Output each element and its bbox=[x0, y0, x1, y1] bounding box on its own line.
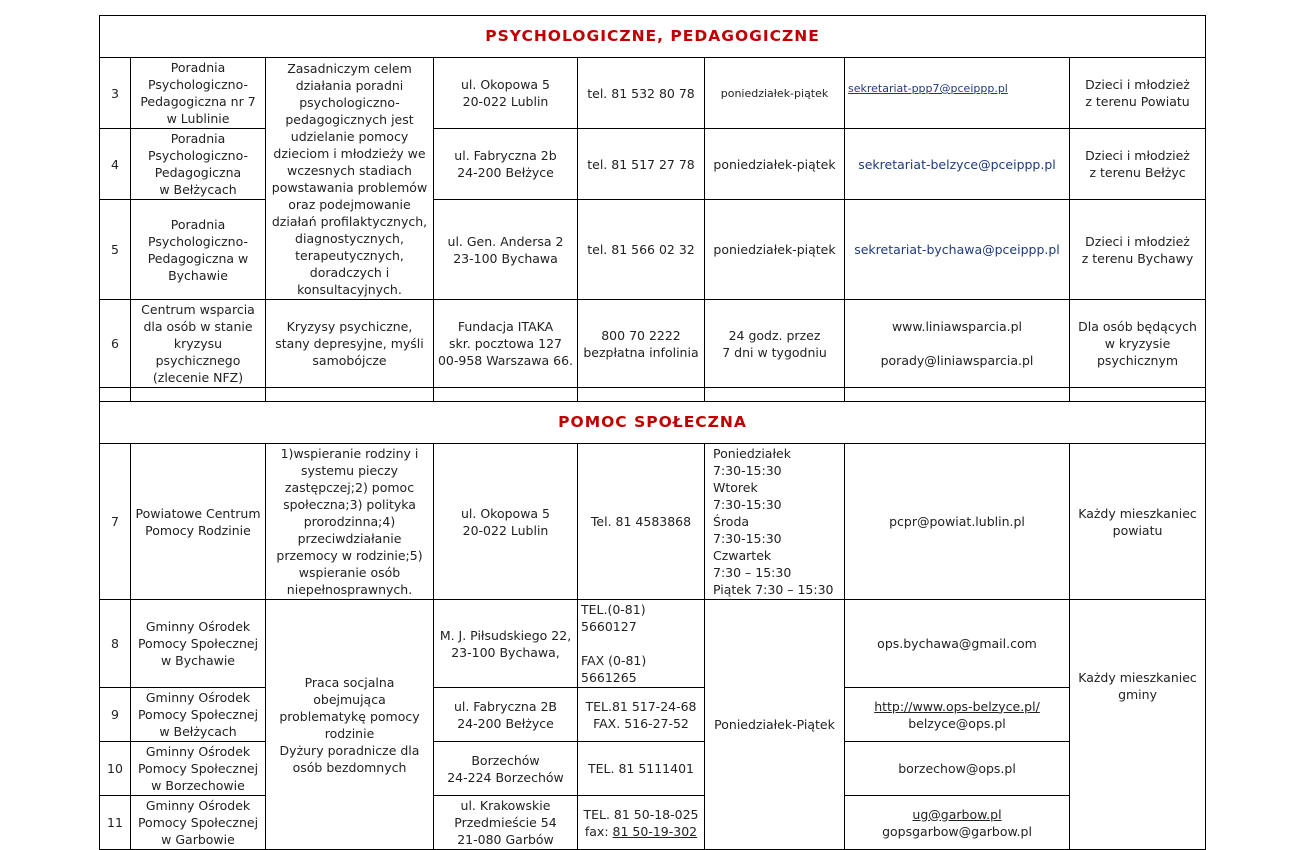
target-group: Dzieci i młodzież z terenu Bychawy bbox=[1070, 200, 1206, 300]
phone: TEL. 81 5111401 bbox=[578, 742, 705, 796]
service-description: Kryzysy psychiczne, stany depresyjne, myśli samobójcze bbox=[266, 300, 434, 388]
address: ul. Okopowa 5 20-022 Lublin bbox=[434, 444, 578, 600]
table-row bbox=[100, 129, 1206, 200]
row-number: 3 bbox=[100, 58, 131, 129]
services-table bbox=[99, 15, 1206, 850]
hours: Poniedziałek-Piątek bbox=[705, 600, 845, 850]
fax-link[interactable]: 81 50-19-302 bbox=[612, 823, 698, 839]
website-link[interactable]: www.liniawsparcia.pl bbox=[891, 319, 1023, 334]
table-row bbox=[100, 300, 1206, 388]
address: Fundacja ITAKA skr. pocztowa 127 00-958 Warszawa 66. bbox=[434, 300, 578, 388]
phone: tel. 81 532 80 78 bbox=[578, 58, 705, 129]
email-link[interactable]: sekretariat-bychawa@pceippp.pl bbox=[845, 200, 1070, 300]
row-number: 8 bbox=[100, 600, 131, 688]
row-number: 6 bbox=[100, 300, 131, 388]
table-row bbox=[100, 742, 1206, 796]
row-number: 9 bbox=[100, 688, 131, 742]
hours: poniedziałek-piątek bbox=[705, 129, 845, 200]
address: M. J. Piłsudskiego 22, 23-100 Bychawa, bbox=[434, 600, 578, 688]
email-link[interactable]: ops.bychawa@gmail.com bbox=[845, 600, 1070, 688]
table-row bbox=[100, 688, 1206, 742]
address: ul. Fabryczna 2B 24-200 Bełżyce bbox=[434, 688, 578, 742]
institution-name: Powiatowe Centrum Pomocy Rodzinie bbox=[131, 444, 266, 600]
row-number: 10 bbox=[100, 742, 131, 796]
phone: TEL.(0-81) 5660127 FAX (0-81) 5661265 bbox=[578, 600, 705, 688]
table-row bbox=[100, 200, 1206, 300]
institution-name: Poradnia Psychologiczno- Pedagogiczna nr 7 w Lublinie bbox=[131, 58, 266, 129]
target-group: Dla osób będących w kryzysie psychicznym bbox=[1070, 300, 1206, 388]
psych-description: Zasadniczym celem działania poradni psychologiczno- pedagogicznych jest udzielanie pomocy dzieciom i młodzieży we wczesnych stadiach powstawania problemów oraz podejmowanie działań profilaktycznych, diagnostycznych, terapeutycznych, doradczych i konsultacyjnych. bbox=[266, 58, 434, 300]
row-number: 7 bbox=[100, 444, 131, 600]
institution-name: Poradnia Psychologiczno- Pedagogiczna w Bychawie bbox=[131, 200, 266, 300]
institution-name: Gminny Ośrodek Pomocy Społecznej w Borzechowie bbox=[131, 742, 266, 796]
email-link[interactable]: belzyce@ops.pl bbox=[908, 715, 1006, 731]
phone: TEL. 81 50-18-025 fax: 81 50-19-302 bbox=[578, 796, 705, 850]
table-row bbox=[100, 600, 1206, 688]
institution-name: Gminny Ośrodek Pomocy Społecznej w Garbowie bbox=[131, 796, 266, 850]
gops-description: Praca socjalna obejmująca problematykę pomocy rodzinie Dyżury poradnicze dla osób bezdomnych bbox=[266, 600, 434, 850]
address: ul. Gen. Andersa 2 23-100 Bychawa bbox=[434, 200, 578, 300]
target-group: Każdy mieszkaniec powiatu bbox=[1070, 444, 1206, 600]
section-header-social: POMOC SPOŁECZNA bbox=[100, 402, 1206, 444]
phone: Tel. 81 4583868 bbox=[578, 444, 705, 600]
table-row bbox=[100, 58, 1206, 129]
table-row bbox=[100, 796, 1206, 850]
address: Borzechów 24-224 Borzechów bbox=[434, 742, 578, 796]
website-link[interactable]: http://www.ops-belzyce.pl/ bbox=[874, 698, 1040, 714]
email-link[interactable]: pcpr@powiat.lublin.pl bbox=[845, 444, 1070, 600]
email-link[interactable]: gopsgarbow@garbow.pl bbox=[882, 823, 1032, 839]
email-link[interactable]: sekretariat-ppp7@pceippp.pl bbox=[845, 58, 1070, 129]
row-number: 4 bbox=[100, 129, 131, 200]
hours: Poniedziałek 7:30-15:30 Wtorek 7:30-15:30 Środa 7:30-15:30 Czwartek 7:30 – 15:30 Piątek 7:30 – 15:30 bbox=[705, 444, 845, 600]
table-row bbox=[100, 444, 1206, 600]
hours: 24 godz. przez 7 dni w tygodniu bbox=[705, 300, 845, 388]
phone: tel. 81 566 02 32 bbox=[578, 200, 705, 300]
institution-name: Gminny Ośrodek Pomocy Społecznej w Bychawie bbox=[131, 600, 266, 688]
email-link[interactable]: borzechow@ops.pl bbox=[845, 742, 1070, 796]
email-link[interactable]: porady@liniawsparcia.pl bbox=[880, 353, 1034, 368]
contact-cell bbox=[845, 300, 1070, 388]
hours: poniedziałek-piątek bbox=[705, 200, 845, 300]
separator-row bbox=[100, 388, 1206, 402]
address: ul. Krakowskie Przedmieście 54 21-080 Garbów bbox=[434, 796, 578, 850]
email-link[interactable]: ug@garbow.pl bbox=[912, 806, 1002, 822]
phone: tel. 81 517 27 78 bbox=[578, 129, 705, 200]
email-link[interactable]: sekretariat-belzyce@pceippp.pl bbox=[845, 129, 1070, 200]
address: ul. Okopowa 5 20-022 Lublin bbox=[434, 58, 578, 129]
row-number: 11 bbox=[100, 796, 131, 850]
contact-cell bbox=[845, 796, 1070, 850]
institution-name: Centrum wsparcia dla osób w stanie kryzysu psychicznego (zlecenie NFZ) bbox=[131, 300, 266, 388]
target-group: Każdy mieszkaniec gminy bbox=[1070, 600, 1206, 850]
target-group: Dzieci i młodzież z terenu Bełżyc bbox=[1070, 129, 1206, 200]
target-group: Dzieci i młodzież z terenu Powiatu bbox=[1070, 58, 1206, 129]
institution-name: Gminny Ośrodek Pomocy Społecznej w Bełżycach bbox=[131, 688, 266, 742]
phone: TEL.81 517-24-68 FAX. 516-27-52 bbox=[578, 688, 705, 742]
institution-name: Poradnia Psychologiczno- Pedagogiczna w Bełżycach bbox=[131, 129, 266, 200]
contact-cell bbox=[845, 688, 1070, 742]
hours: poniedziałek-piątek bbox=[705, 58, 845, 129]
row-number: 5 bbox=[100, 200, 131, 300]
address: ul. Fabryczna 2b 24-200 Bełżyce bbox=[434, 129, 578, 200]
phone: 800 70 2222 bezpłatna infolinia bbox=[578, 300, 705, 388]
section-header-psych: PSYCHOLOGICZNE, PEDAGOGICZNE bbox=[100, 16, 1206, 58]
service-description: 1)wspieranie rodziny i systemu pieczy zastępczej;2) pomoc społeczna;3) polityka prorodzinna;4) przeciwdziałanie przemocy w rodzinie;5) wspieranie osób niepełnosprawnych. bbox=[266, 444, 434, 600]
